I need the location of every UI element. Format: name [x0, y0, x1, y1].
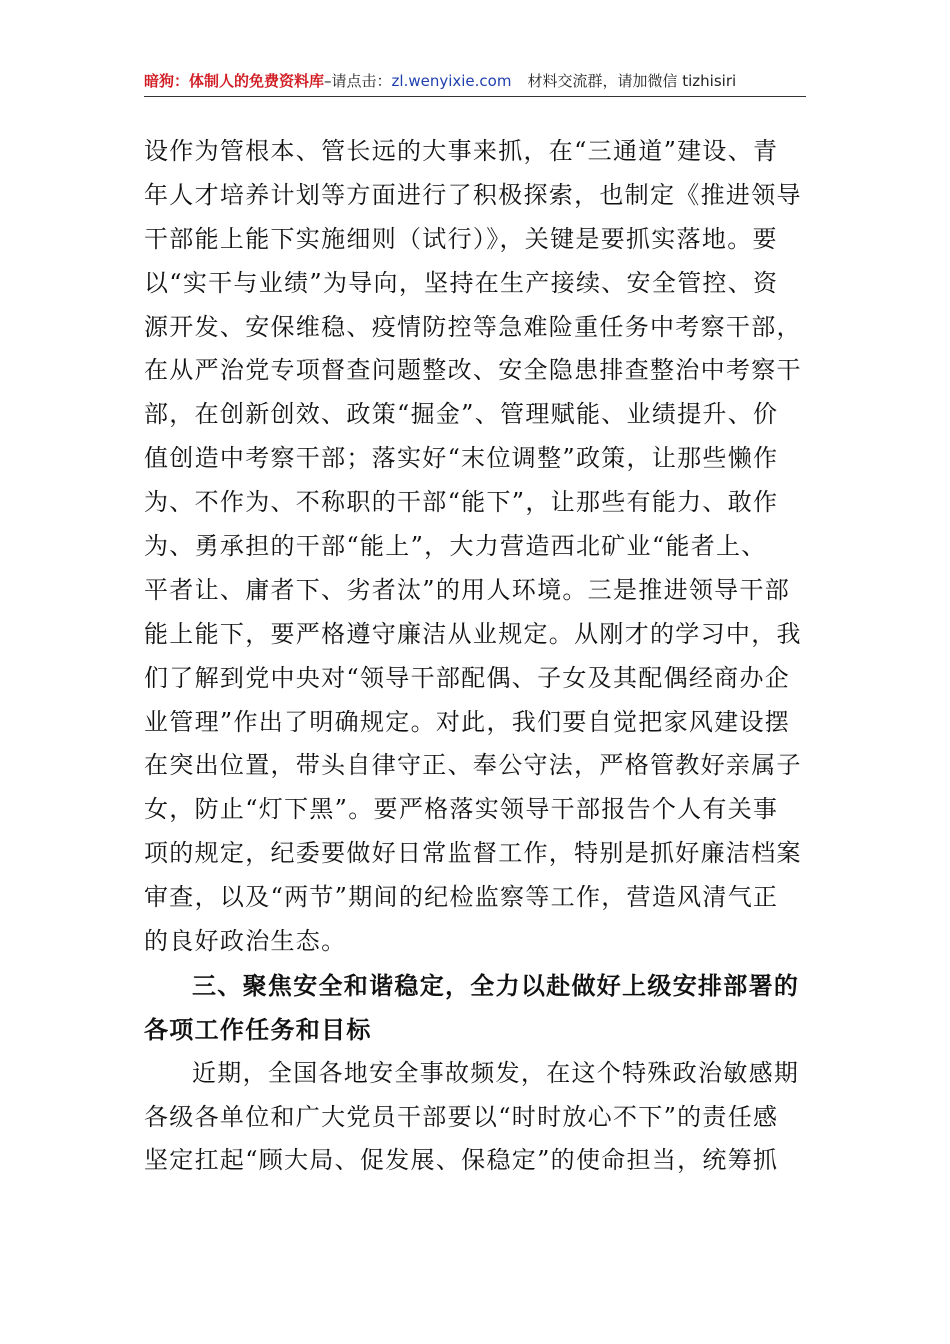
body-line: 值创造中考察干部；落实好“末位调整”政策，让那些懒作	[144, 444, 779, 473]
body-line: 们了解到党中央对“领导干部配偶、子女及其配偶经商办企	[144, 663, 791, 692]
body-line: 干部能上能下实施细则（试行）》，关键是要抓实落地。要	[144, 224, 778, 253]
body-line: 设作为管根本、管长远的大事来抓，在“三通道”建设、青	[144, 137, 779, 165]
body-line: 源开发、安保维稳、疫情防控等急难险重任务中考察干部，	[144, 312, 802, 341]
header-contact: 材料交流群，请加微信 tizhisiri	[527, 72, 737, 90]
body-line: 年人才培养计划等方面进行了积极探索，也制定《推进领导	[144, 180, 802, 209]
body-line: 项的规定，纪委要做好日常监督工作，特别是抓好廉洁档案	[144, 839, 802, 868]
header-prompt: –请点击：	[324, 72, 392, 90]
body-line: 在从严治党专项督查问题整改、安全隐患排查整治中考察干	[144, 356, 802, 385]
header-url-link[interactable]: zl.wenyixie.com	[391, 72, 512, 90]
body-line: 为、不作为、不称职的干部“能下”，让那些有能力、敢作	[144, 488, 779, 517]
body-line: 近期，全国各地安全事故频发，在这个特殊政治敏感期	[192, 1058, 800, 1087]
section-heading: 三、聚焦安全和谐稳定，全力以赴做好上级安排部署的	[192, 970, 800, 1000]
body-line: 平者让、庸者下、劣者汰”的用人环境。三是推进领导干部	[144, 575, 791, 604]
section-heading-continued: 各项工作任务和目标	[144, 1014, 372, 1044]
body-line: 坚定扛起“顾大局、促发展、保稳定”的使命担当，统筹抓	[144, 1146, 779, 1175]
body-line: 的良好政治生态。	[144, 927, 347, 956]
body-line: 为、勇承担的干部“能上”，大力营造西北矿业“能者上、	[144, 532, 767, 561]
body-line: 业管理”作出了明确规定。对此，我们要自觉把家风建设摆	[144, 707, 791, 736]
body-line: 部，在创新创效、政策“掘金”、管理赋能、业绩提升、价	[144, 400, 779, 429]
body-line: 女，防止“灯下黑”。要严格落实领导干部报告个人有关事	[144, 795, 779, 824]
page-header	[144, 68, 806, 97]
body-line: 以“实干与业绩”为导向，坚持在生产接续、安全管控、资	[144, 268, 779, 297]
header-brand: 暗狗：体制人的免费资料库	[144, 72, 325, 90]
body-line: 在突出位置，带头自律守正、奉公守法，严格管教好亲属子	[144, 751, 802, 780]
document-body	[144, 130, 824, 1183]
body-line: 能上能下，要严格遵守廉洁从业规定。从刚才的学习中，我	[144, 619, 802, 648]
body-line: 审查，以及“两节”期间的纪检监察等工作，营造风清气正	[144, 883, 779, 912]
body-line: 各级各单位和广大党员干部要以“时时放心不下”的责任感	[144, 1102, 779, 1131]
